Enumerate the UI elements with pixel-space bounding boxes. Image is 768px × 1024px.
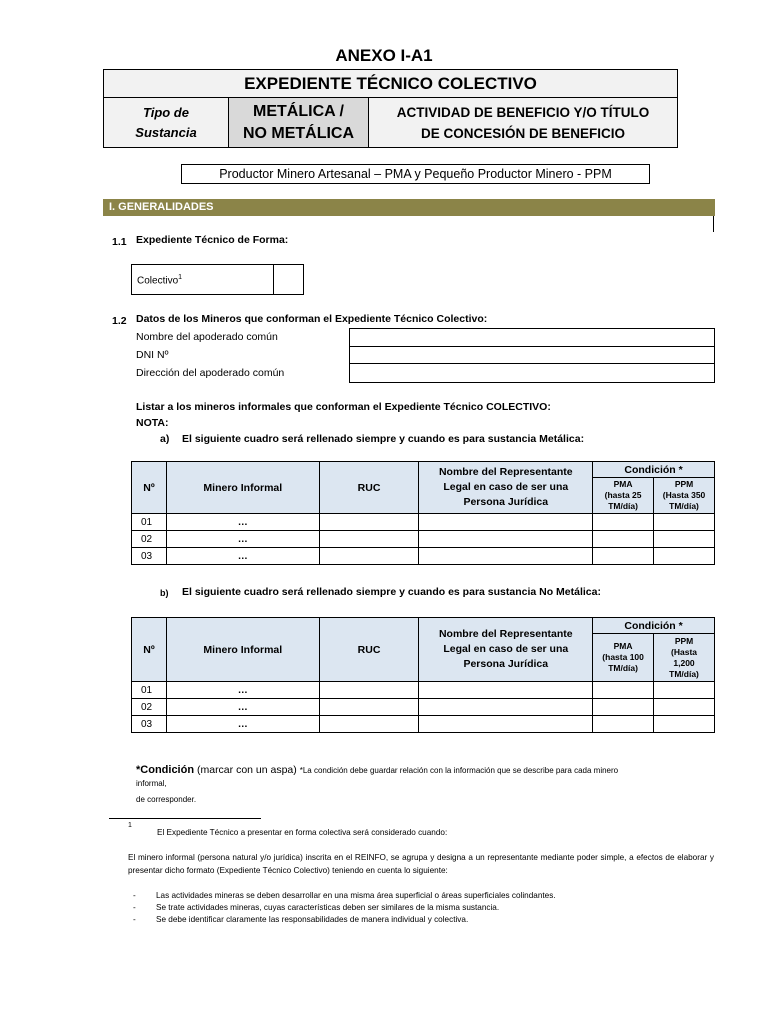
- condicion-note-end: de corresponder.: [136, 795, 197, 804]
- col-ruc: RUC: [319, 462, 419, 514]
- section-1-2-title: Datos de los Mineros que conforman el Expediente Técnico Colectivo:: [136, 313, 488, 325]
- activity-type: ACTIVIDAD DE BENEFICIO Y/O TÍTULO DE CONCESIÓN DE BENEFICIO: [369, 98, 678, 148]
- col-condicion: Condición *: [593, 618, 715, 634]
- col-pma: PMA (hasta 25 TM/día): [593, 478, 654, 514]
- dni-input[interactable]: [349, 346, 715, 364]
- bullet-marker: -: [133, 915, 136, 924]
- footnote-bullet-1: Las actividades mineras se deben desarrollar en una misma área superficial o áreas superficiales colindantes.: [156, 891, 556, 900]
- table-no-metalica: [131, 617, 715, 733]
- col-minero: Minero Informal: [166, 618, 319, 682]
- table-row: 02 …: [132, 699, 715, 716]
- sustancia-type: METÁLICA / NO METÁLICA: [229, 98, 369, 148]
- note-a-text: El siguiente cuadro será rellenado siempre y cuando es para sustancia Metálica:: [182, 433, 585, 445]
- bullet-marker: -: [133, 903, 136, 912]
- table-row: 02 …: [132, 531, 715, 548]
- note-a-label: a): [160, 433, 170, 445]
- productor-box: Productor Minero Artesanal – PMA y Pequeño Productor Minero - PPM: [181, 164, 650, 184]
- table-row: 01 …: [132, 514, 715, 531]
- col-pma: PMA (hasta 100 TM/día): [593, 634, 654, 682]
- annex-title: ANEXO I-A1: [335, 46, 433, 65]
- apoderado-name-input[interactable]: [349, 328, 715, 347]
- col-ruc: RUC: [319, 618, 419, 682]
- col-representante: Nombre del Representante Legal en caso de ser una Persona Jurídica: [419, 462, 593, 514]
- table-metalica: [131, 461, 715, 565]
- table-row: 03 …: [132, 548, 715, 565]
- colectivo-field: [131, 264, 304, 295]
- table-row: 01 …: [132, 682, 715, 699]
- condicion-note: *Condición (marcar con un aspa) *La condición debe guardar relación con la información que se describe para cada minero informal,: [136, 764, 619, 788]
- apoderado-address-input[interactable]: [349, 363, 715, 383]
- col-condicion: Condición *: [593, 462, 715, 478]
- section-divider: [713, 216, 714, 232]
- footnote-mark: 1: [128, 822, 132, 829]
- footnote-paragraph: El minero informal (persona natural y/o jurídica) inscrita en el REINFO, se agrupa y designa a un representante mediante poder simple, a efectos de elaborar y presentar dicho formato (Expediente Técnico Colectivo) teniendo en cuenta lo siguiente:: [128, 853, 714, 875]
- colectivo-label: Colectivo$^1$: [132, 265, 274, 294]
- nota-label: NOTA:: [136, 417, 169, 429]
- section-1-1-title: Expediente Técnico de Forma:: [136, 234, 289, 246]
- col-ppm: PPM (Hasta 1,200 TM/día): [654, 634, 715, 682]
- apoderado-name-label: Nombre del apoderado común: [136, 331, 278, 343]
- section-generalidades: I. GENERALIDADES: [103, 199, 715, 216]
- col-minero: Minero Informal: [166, 462, 319, 514]
- footnote-bullet-3: Se debe identificar claramente las responsabilidades de manera individual y colectiva.: [156, 915, 469, 924]
- col-num: Nº: [132, 462, 167, 514]
- note-b-text: El siguiente cuadro será rellenado siempre y cuando es para sustancia No Metálica:: [182, 586, 601, 598]
- header-table: [103, 69, 678, 148]
- bullet-marker: -: [133, 891, 136, 900]
- dni-label: DNI Nº: [136, 349, 169, 361]
- footnote-intro: El Expediente Técnico a presentar en forma colectiva será considerado cuando:: [157, 828, 448, 837]
- footnote-bullet-2: Se trate actividades mineras, cuyas características deben ser similares de la misma sustancia.: [156, 903, 500, 912]
- col-ppm: PPM (Hasta 350 TM/día): [654, 478, 715, 514]
- footnote-rule: [109, 818, 261, 819]
- col-representante: Nombre del Representante Legal en caso de ser una Persona Jurídica: [419, 618, 593, 682]
- table-row: 03 …: [132, 716, 715, 733]
- tipo-sustancia-label: Tipo de Sustancia: [104, 98, 229, 148]
- apoderado-address-label: Dirección del apoderado común: [136, 367, 285, 379]
- document-title: EXPEDIENTE TÉCNICO COLECTIVO: [104, 70, 678, 98]
- col-num: Nº: [132, 618, 167, 682]
- section-1-1-number: 1.1: [112, 236, 127, 248]
- section-1-2-number: 1.2: [112, 315, 127, 327]
- note-b-label: b): [160, 588, 169, 598]
- listar-title: Listar a los mineros informales que conforman el Expediente Técnico COLECTIVO:: [136, 401, 551, 413]
